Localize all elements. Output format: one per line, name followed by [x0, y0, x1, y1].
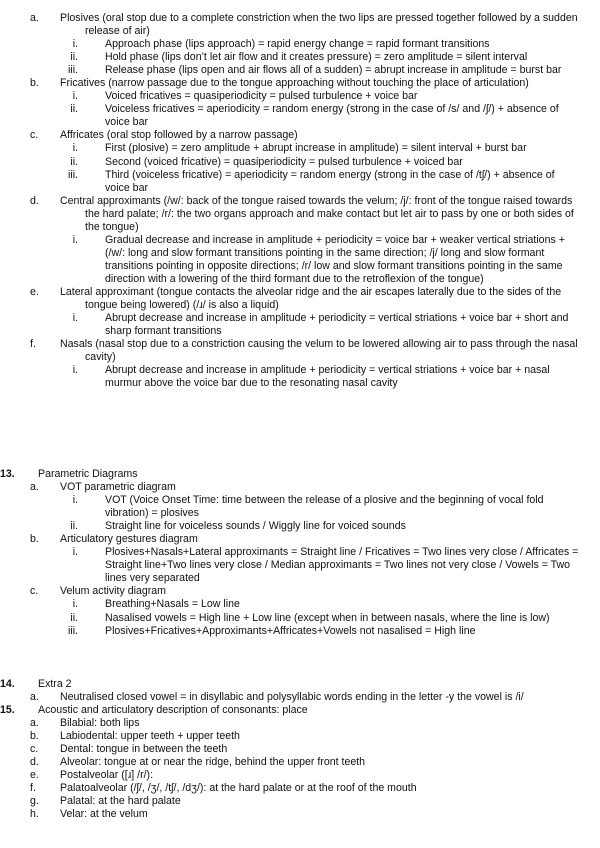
sublist-marker: ii. [70, 611, 78, 624]
list-marker: f. [30, 782, 36, 795]
sublist-item-text: VOT (Voice Onset Time: time between the release of a plosive and the beginning of vocal fold vibration) = plosives [105, 494, 544, 520]
list-item-text: Nasals (nasal stop due to a constriction causing the velum to be lowered allowing air to pass through the nasal cavity) [60, 338, 578, 364]
sublist-marker: i. [72, 142, 78, 155]
sublist-marker: iii. [67, 64, 78, 77]
list-item-text: Neutralised closed vowel = in disyllabic and polysyllabic words ending in the letter -y the vowel is /i/ [60, 691, 524, 704]
sublist-marker: ii. [70, 155, 78, 168]
sublist-marker: i. [72, 494, 78, 507]
list-item-affricates [30, 129, 580, 194]
consonant-class-list [0, 12, 580, 390]
sublist-item-text: Abrupt decrease and increase in amplitude + periodicity = vertical striations + voice bar + nasal murmur above the voice bar due to the resonating nasal cavity [105, 364, 550, 390]
sublist [60, 234, 580, 286]
sublist-item [72, 546, 580, 585]
section-list [30, 691, 580, 704]
sublist-item-text: Gradual decrease and increase in amplitude + periodicity = voice bar + weaker vertical striations + (/w/: long and slow formant transitions pointing in the same direction; /j/ long and slow formant transitions pointing in opposite directions; /r/ low and slow formant transitions pointing in the same direction with a lowering of the third formant due to the retroflexion of the tongue) [105, 233, 565, 285]
list-item-text: Lateral approximant (tongue contacts the alveolar ridge and the air escapes laterally due to the sides of the tongue being lowered) (/ɹ/ is also a liquid) [60, 285, 562, 312]
sublist-item-text: Nasalised vowels = High line + Low line (except when in between nasals, where the line is low) [105, 611, 550, 624]
sublist-item [70, 520, 580, 533]
list-marker: e. [30, 769, 39, 782]
list-marker: e. [30, 285, 39, 298]
sublist-marker: ii. [70, 51, 78, 64]
sublist-item-text: Approach phase (lips approach) = rapid energy change = rapid formant transitions [105, 38, 490, 51]
sublist [60, 38, 580, 77]
list-marker: h. [30, 808, 39, 821]
sublist-item [70, 51, 580, 64]
section-number: 15. [0, 704, 15, 716]
list-item [30, 585, 580, 637]
sublist-marker: ii. [70, 520, 78, 533]
list-item-fricatives [30, 77, 580, 129]
sublist-marker: i. [72, 598, 78, 611]
list-item-text: Bilabial: both lips [60, 717, 140, 730]
sublist-marker: i. [72, 90, 78, 103]
sublist-marker: i. [72, 546, 78, 559]
list-item-text: Palatoalveolar (/ʃ/, /ʒ/, /tʃ/, /dʒ/): at the hard palate or at the roof of the mouth [60, 782, 417, 795]
sublist-item-text: Third (voiceless fricative) = aperiodicity = random energy (strong in the case of /tʃ/) + absence of voice bar [105, 168, 555, 194]
sublist-marker: i. [72, 312, 78, 325]
sublist [60, 364, 580, 390]
sublist [60, 90, 580, 129]
list-marker: a. [30, 717, 39, 730]
list-item-text: Plosives (oral stop due to a complete constriction when the two lips are pressed together followed by a sudden release of air) [60, 12, 578, 38]
section-extra-2 [0, 678, 580, 704]
sublist-item [72, 364, 580, 390]
section-consonant-place [0, 704, 580, 821]
sublist-item-text: Second (voiced fricative) = quasiperiodicity = pulsed turbulence + voiced bar [105, 155, 463, 168]
sublist-item [72, 494, 580, 520]
section-list [30, 481, 580, 638]
sublist-item-text: Release phase (lips open and air flows all of a sudden) = abrupt increase in amplitude = burst bar [105, 64, 562, 77]
sublist-item [72, 312, 580, 338]
sublist-item-text: Straight line for voiceless sounds / Wiggly line for voiced sounds [105, 520, 406, 533]
list-item-text: Palatal: at the hard palate [60, 795, 181, 808]
sublist-marker: i. [72, 38, 78, 51]
sublist-item [72, 90, 580, 103]
sublist [60, 598, 580, 637]
sublist-item-text: Abrupt decrease and increase in amplitude + periodicity = vertical striations + voice bar + short and sharp formant transitions [105, 312, 569, 338]
sublist-marker: ii. [70, 103, 78, 116]
list-marker: b. [30, 730, 39, 743]
list-item-plosives [30, 12, 580, 77]
sublist-item [72, 38, 580, 51]
list-marker: c. [30, 585, 39, 598]
list-item-text: Velar: at the velum [60, 808, 148, 821]
list-item [30, 481, 580, 533]
sublist-item [72, 233, 580, 286]
list-item [30, 533, 580, 585]
sublist-item [67, 168, 580, 195]
sublist-item-text: Plosives+Nasals+Lateral approximants = Straight line / Fricatives = Two lines very close / Affricates = Straight line+Two lines very close / Median approximants = Two lines not very close / Vowels = Two lines very separated [105, 546, 579, 585]
sublist-item [72, 142, 580, 155]
sublist-item [70, 103, 580, 129]
sublist-item [67, 624, 580, 638]
sublist-item-text: Breathing+Nasals = Low line [105, 598, 240, 611]
list-item-text: VOT parametric diagram [60, 481, 176, 494]
list-item-lateral-approximant [30, 285, 580, 338]
list-item-text: Postalveolar ([ɹ] /r/): [60, 769, 154, 782]
list-item-text: Fricatives (narrow passage due to the tongue approaching without touching the place of articulation) [60, 77, 529, 90]
sublist-item-text: First (plosive) = zero amplitude + abrupt increase in amplitude) = silent interval + burst bar [105, 142, 527, 155]
list-item-text: Central approximants (/w/: back of the tongue raised towards the velum; /j/: front of the tongue raised towards the hard palate; /r/: the two organs approach and make contact but let air to pass by one or both sides of the tongue) [60, 194, 574, 233]
list-item [30, 691, 580, 704]
section-parametric-diagrams [0, 468, 580, 638]
sublist-item [72, 598, 580, 611]
list-marker: g. [30, 795, 39, 808]
list-marker: d. [30, 756, 39, 769]
list-item [30, 769, 580, 782]
section-title: Parametric Diagrams [38, 468, 138, 480]
list-marker: a. [30, 12, 39, 24]
list-marker: b. [30, 77, 39, 90]
section-number: 13. [0, 468, 15, 480]
sublist [60, 494, 580, 533]
sublist-item [70, 611, 580, 625]
list-marker: a. [30, 481, 39, 494]
list-marker: d. [30, 194, 39, 207]
sublist [60, 142, 580, 194]
list-item [30, 743, 580, 756]
sublist-item-text: Voiced fricatives = quasiperiodicity = pulsed turbulence + voice bar [105, 90, 418, 103]
section-title: Acoustic and articulatory description of consonants: place [38, 704, 308, 716]
section-title: Extra 2 [38, 678, 72, 690]
list-item [30, 795, 580, 808]
sublist-marker: iii. [67, 624, 78, 637]
list-item [30, 782, 580, 795]
sublist-item-text: Plosives+Fricatives+Approximants+Affricates+Vowels not nasalised = High line [105, 624, 476, 637]
list-item-text: Velum activity diagram [60, 585, 166, 598]
sublist-item [67, 64, 580, 77]
list-item-central-approximants [30, 194, 580, 286]
sublist-item-text: Voiceless fricatives = aperiodicity = random energy (strong in the case of /s/ and /ʃ/) + absence of voice bar [105, 103, 559, 129]
sublist-item [70, 155, 580, 169]
list-item [30, 808, 580, 821]
list-marker: a. [30, 691, 39, 704]
section-number: 14. [0, 678, 15, 690]
sublist-marker: i. [72, 233, 78, 246]
sublist-marker: iii. [67, 168, 78, 181]
list-item [30, 717, 580, 730]
sublist-item-text: Hold phase (lips don’t let air flow and it creates pressure) = zero amplitude = silent interval [105, 51, 528, 64]
sublist [60, 546, 580, 585]
list-item-text: Alveolar: tongue at or near the ridge, behind the upper front teeth [60, 756, 366, 769]
list-item-text: Labiodental: upper teeth + upper teeth [60, 730, 240, 743]
list-item-nasals [30, 338, 580, 390]
section-list [30, 717, 580, 821]
list-marker: c. [30, 743, 39, 756]
list-marker: c. [30, 129, 39, 142]
list-marker: b. [30, 533, 39, 546]
list-item-text: Articulatory gestures diagram [60, 533, 198, 546]
list-item [30, 756, 580, 769]
list-item [30, 730, 580, 743]
list-item-text: Dental: tongue in between the teeth [60, 743, 228, 756]
list-item-text: Affricates (oral stop followed by a narrow passage) [60, 129, 298, 142]
sublist-marker: i. [72, 364, 78, 377]
list-marker: f. [30, 338, 36, 351]
sublist [60, 312, 580, 338]
